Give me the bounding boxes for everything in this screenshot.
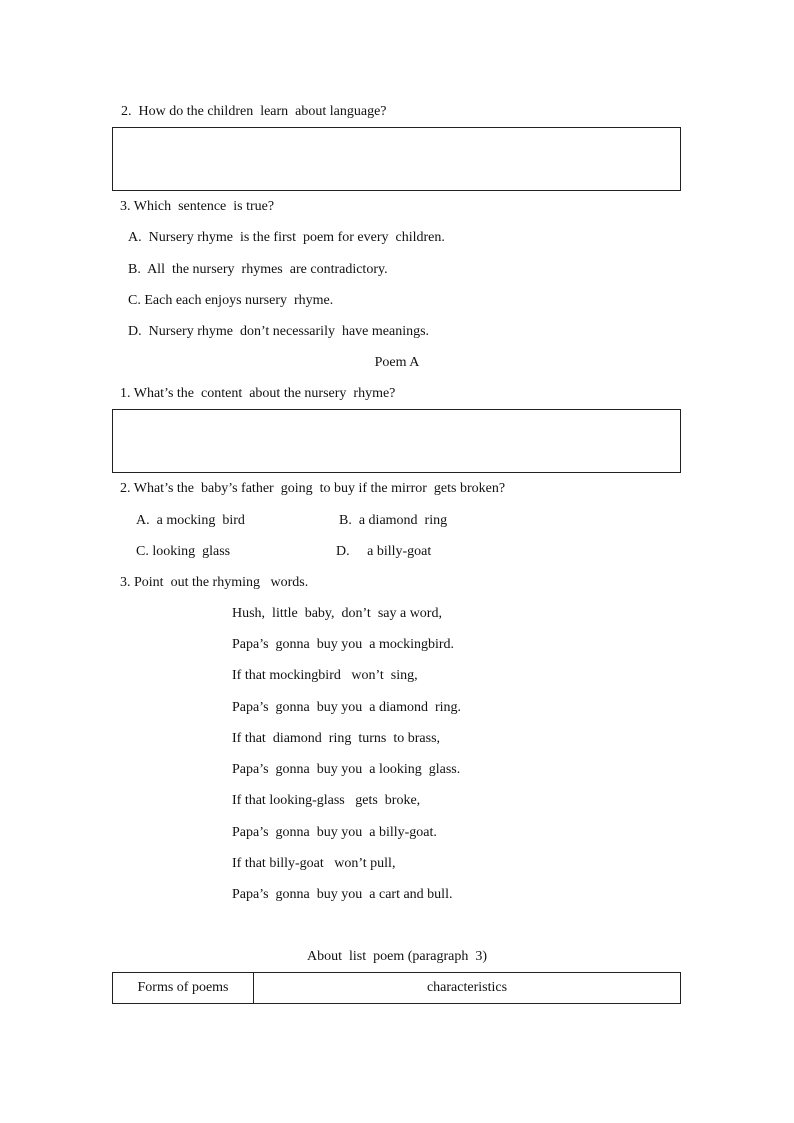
poem-a-question-3: 3. Point out the rhyming words. <box>120 575 309 590</box>
answer-box-content[interactable] <box>112 409 681 473</box>
poem-option-b: B. a diamond ring <box>339 513 448 528</box>
poem-a-question-2: 2. What’s the baby’s father going to buy if the mirror gets broken? <box>120 481 506 496</box>
poem-line: Papa’s gonna buy you a diamond ring. <box>232 700 462 715</box>
option-c: C. Each each enjoys nursery rhyme. <box>128 293 334 308</box>
forms-table <box>112 972 681 1004</box>
poem-line: Papa’s gonna buy you a looking glass. <box>232 762 461 777</box>
question-3-true-sentence: 3. Which sentence is true? <box>120 199 275 214</box>
poem-a-heading: Poem A <box>374 355 420 370</box>
table-header-characteristics: characteristics <box>254 973 681 1004</box>
poem-line: Papa’s gonna buy you a billy-goat. <box>232 825 437 840</box>
poem-line: If that mockingbird won’t sing, <box>232 668 418 683</box>
poem-line: Papa’s gonna buy you a mockingbird. <box>232 637 455 652</box>
list-poem-heading: About list poem (paragraph 3) <box>306 949 487 964</box>
option-b: B. All the nursery rhymes are contradictory. <box>128 262 388 277</box>
poem-option-a: A. a mocking bird <box>136 513 245 528</box>
poem-line: If that diamond ring turns to brass, <box>232 731 441 746</box>
poem-option-c: C. looking glass <box>136 544 231 559</box>
question-2-language: 2. How do the children learn about language? <box>121 104 387 119</box>
option-d: D. Nursery rhyme don’t necessarily have meanings. <box>128 324 430 339</box>
poem-line: Hush, little baby, don’t say a word, <box>232 606 442 621</box>
poem-line: Papa’s gonna buy you a cart and bull. <box>232 887 453 902</box>
table-row <box>113 973 681 1004</box>
table-header-forms: Forms of poems <box>113 973 254 1004</box>
poem-line: If that looking-glass gets broke, <box>232 793 421 808</box>
poem-a-question-1: 1. What’s the content about the nursery rhyme? <box>120 386 396 401</box>
answer-box-language[interactable] <box>112 127 681 191</box>
poem-line: If that billy-goat won’t pull, <box>232 856 396 871</box>
option-a: A. Nursery rhyme is the first poem for every children. <box>128 230 445 245</box>
poem-option-d: D. a billy-goat <box>336 544 432 559</box>
